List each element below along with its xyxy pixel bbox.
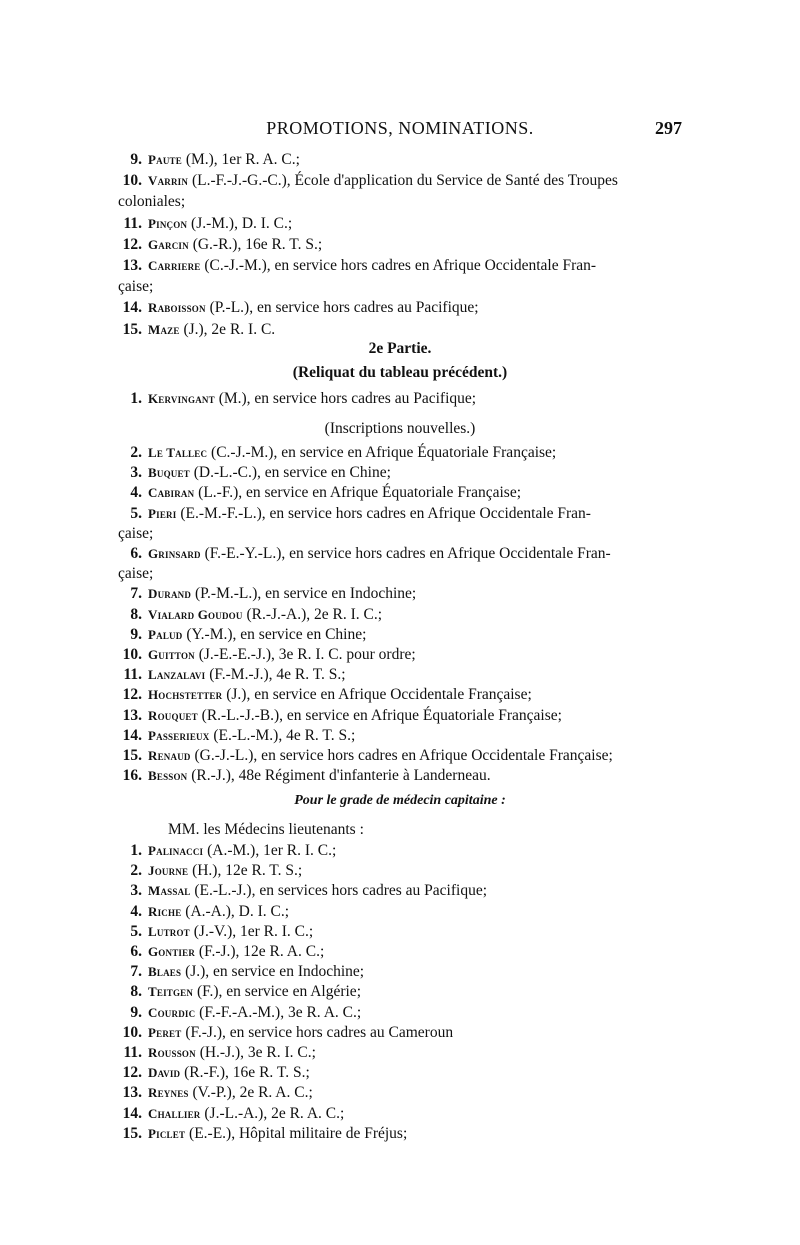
list-item (118, 192, 185, 212)
item-details: (J.-E.-E.-J.), 3e R. I. C. pour ordre; (194, 646, 416, 663)
person-name: Durand (148, 586, 192, 602)
list-item (112, 746, 613, 766)
item-number: 14. (122, 1104, 142, 1122)
list-item (112, 389, 476, 409)
list-item (112, 298, 479, 318)
person-name: David (148, 1065, 181, 1081)
section-title: Pour le grade de médecin capitaine : (294, 793, 506, 808)
item-number: 10. (122, 1023, 142, 1041)
item-details: (D.-L.-C.), en service en Chine; (189, 464, 391, 482)
item-number: 10. (122, 172, 142, 190)
person-name: Peret (148, 1024, 182, 1040)
person-name: Besson (148, 768, 188, 784)
intro-line: MM. les Médecins lieutenants : (168, 821, 364, 838)
item-number: 5. (130, 504, 142, 522)
list-item (112, 625, 366, 645)
item-details: (E.-E.), Hôpital militaire de Fréjus; (185, 1124, 408, 1142)
person-name: Palud (148, 626, 183, 642)
item-details: (J.), en service en Afrique Occidentale Française; (222, 686, 532, 704)
item-details: (J.-M.), D. I. C.; (187, 214, 293, 232)
item-details: (H.-J.), 3e R. I. C.; (195, 1044, 316, 1061)
list-item (112, 685, 532, 705)
person-name: Maze (148, 321, 180, 337)
person-name: Passerieux (148, 727, 210, 743)
item-details: (G.-J.-L.), en service hors cadres en Afrique Occidentale Française; (190, 747, 613, 764)
item-details: (P.-L.), en service hors cadres au Pacifique; (205, 299, 479, 317)
item-number: 7. (130, 585, 142, 603)
list-item (112, 922, 313, 942)
person-name: Guitton (148, 647, 195, 662)
list-item (112, 861, 302, 881)
item-number: 3. (130, 464, 142, 482)
item-details: (A.-A.), D. I. C.; (181, 902, 290, 920)
item-details: (A.-M.), 1er R. I. C.; (203, 842, 337, 859)
item-number: 11. (123, 1044, 142, 1061)
item-details: (C.-J.-M.), en service en Afrique Équatoriale Française; (207, 444, 557, 461)
list-item (112, 1023, 453, 1043)
list-item (118, 277, 153, 297)
list-item (112, 320, 275, 340)
item-number: 13. (122, 257, 142, 274)
person-name: Paute (148, 152, 182, 167)
person-name: Vialard Goudou (148, 606, 243, 622)
item-number: 1. (130, 842, 142, 859)
list-item (112, 504, 591, 524)
person-name: Piclet (148, 1125, 186, 1141)
item-details: (J.-V.), 1er R. I. C.; (189, 922, 314, 940)
item-details: (G.-R.), 16e R. T. S.; (188, 235, 323, 253)
list-item (112, 443, 556, 463)
person-name: Pinçon (148, 215, 188, 231)
item-details: (V.-P.), 2e R. A. C.; (188, 1084, 313, 1102)
item-details: (M.), en service hors cadres au Pacifique; (214, 390, 477, 407)
item-number: 13. (122, 1084, 142, 1102)
list-item (112, 171, 618, 191)
list-item (112, 605, 382, 625)
list-item (112, 584, 416, 604)
item-number: 9. (130, 625, 142, 643)
item-details: (J.-L.-A.), 2e R. A. C.; (200, 1104, 345, 1122)
person-name: Le Tallec (148, 445, 208, 460)
person-name: Riche (148, 903, 182, 919)
item-details: (E.-M.-F.-L.), en service hors cadres en Afrique Occidentale Fran- (176, 504, 591, 522)
item-number: 5. (130, 922, 142, 940)
page-number: 297 (655, 118, 682, 138)
person-name: Grinsard (148, 546, 201, 561)
item-details: (F.-J.), 12e R. A. C.; (195, 943, 325, 960)
list-item (112, 726, 355, 746)
item-details: (R.-J.-A.), 2e R. I. C.; (242, 605, 383, 623)
reliquat-heading: (Reliquat du tableau précédent.) (292, 364, 508, 381)
item-number: 14. (122, 726, 142, 744)
item-number: 12. (122, 235, 142, 253)
item-details: (R.-L.-J.-B.), en service en Afrique Équatoriale Française; (197, 706, 562, 724)
item-number: 11. (123, 666, 142, 684)
item-number: 3. (130, 882, 142, 900)
item-number: 9. (130, 1003, 142, 1021)
item-number: 7. (130, 963, 142, 981)
item-number: 4. (130, 902, 142, 920)
person-name: Kervingant (148, 391, 215, 406)
person-name: Palinacci (148, 843, 204, 858)
list-item (112, 982, 361, 1002)
list-item (112, 942, 324, 962)
list-item (112, 1124, 407, 1144)
list-item (112, 962, 364, 982)
item-details: (E.-L.-M.), 4e R. T. S.; (209, 726, 356, 744)
person-name: Courdic (148, 1004, 196, 1020)
person-name: Teitgen (148, 984, 194, 1000)
item-details: (Y.-M.), en service en Chine; (182, 625, 367, 643)
list-item (112, 1063, 310, 1083)
running-title: PROMOTIONS, NOMINATIONS. (266, 118, 534, 138)
part2-title: 2e Partie. (368, 340, 432, 357)
inscriptions-heading: (Inscriptions nouvelles.) (324, 420, 476, 437)
list-item (112, 706, 562, 726)
item-details: (P.-M.-L.), en service en Indochine; (191, 585, 417, 603)
person-name: Blaes (148, 964, 182, 980)
person-name: Cabiran (148, 485, 195, 501)
list-item (112, 235, 322, 255)
person-name: Massal (148, 883, 191, 899)
item-number: 12. (122, 686, 142, 704)
item-details: (L.-F.), en service en Afrique Équatoriale Française; (194, 484, 522, 502)
item-number: 6. (130, 943, 142, 960)
item-number: 4. (130, 484, 142, 502)
list-item (118, 564, 153, 584)
item-details: (L.-F.-J.-G.-C.), École d'application du Service de Santé des Troupes (188, 172, 618, 190)
item-details: (F.-M.-J.), 4e R. T. S.; (205, 666, 346, 684)
item-number: 15. (122, 320, 142, 338)
item-details: (F.-F.-A.-M.), 3e R. A. C.; (195, 1003, 362, 1021)
list-item (112, 463, 391, 483)
item-number: 8. (130, 983, 142, 1001)
item-details: (R.-F.), 16e R. T. S.; (180, 1064, 310, 1082)
list-item (112, 544, 611, 564)
list-item (112, 841, 336, 861)
item-number: 2. (130, 862, 142, 880)
list-item (112, 1083, 313, 1103)
item-details: (F.), en service en Algérie; (193, 983, 361, 1001)
list-item (118, 524, 153, 544)
item-number: 12. (122, 1064, 142, 1082)
item-number: 8. (130, 605, 142, 623)
item-details: çaise; (118, 565, 154, 583)
person-name: Gontier (148, 944, 196, 959)
list-item (112, 150, 300, 170)
item-number: 10. (122, 646, 142, 663)
list-item (112, 645, 416, 665)
item-details: çaise; (118, 278, 154, 296)
item-details: (E.-L.-J.), en services hors cadres au Pacifique; (190, 882, 488, 900)
list-item (112, 1003, 361, 1023)
item-details: (M.), 1er R. A. C.; (181, 151, 300, 168)
list-item (112, 214, 292, 234)
list-item (112, 483, 521, 503)
person-name: Rousson (148, 1045, 196, 1060)
person-name: Lanzalavi (148, 667, 206, 683)
list-item (112, 665, 346, 685)
list-item (112, 881, 487, 901)
item-number: 15. (122, 1124, 142, 1142)
item-details: (F.-J.), en service hors cadres au Cameroun (181, 1023, 454, 1041)
item-number: 6. (130, 545, 142, 562)
item-details: coloniales; (118, 193, 186, 211)
item-details: çaise; (118, 524, 154, 542)
item-number: 15. (122, 747, 142, 764)
item-number: 2. (130, 444, 142, 461)
person-name: Journe (148, 863, 189, 879)
item-details: (F.-E.-Y.-L.), en service hors cadres en Afrique Occidentale Fran- (200, 545, 611, 562)
person-name: Lutrot (148, 923, 190, 939)
list-item (112, 766, 491, 786)
person-name: Garcin (148, 236, 189, 252)
person-name: Rouquet (148, 707, 198, 723)
person-name: Challier (148, 1105, 201, 1121)
person-name: Carriere (148, 258, 201, 273)
item-details: (H.), 12e R. T. S.; (188, 862, 303, 880)
list-item (112, 1104, 344, 1124)
list-item (112, 1043, 316, 1063)
person-name: Reynes (148, 1085, 189, 1101)
item-number: 1. (130, 390, 142, 407)
item-details: (J.), 2e R. I. C. (179, 320, 276, 338)
page-header (118, 118, 682, 144)
person-name: Buquet (148, 465, 190, 481)
person-name: Renaud (148, 748, 191, 763)
item-number: 13. (122, 706, 142, 724)
person-name: Pieri (148, 505, 177, 521)
person-name: Hochstetter (148, 687, 223, 703)
list-item (112, 256, 596, 276)
person-name: Raboisson (148, 300, 206, 316)
list-item (112, 902, 289, 922)
item-details: (C.-J.-M.), en service hors cadres en Afrique Occidentale Fran- (200, 257, 597, 274)
item-number: 11. (123, 214, 142, 232)
person-name: Varrin (148, 173, 189, 189)
item-details: (R.-J.), 48e Régiment d'infanterie à Landerneau. (187, 767, 491, 785)
item-number: 9. (130, 151, 142, 168)
item-number: 16. (122, 767, 142, 785)
item-details: (J.), en service en Indochine; (181, 963, 365, 981)
item-number: 14. (122, 299, 142, 317)
